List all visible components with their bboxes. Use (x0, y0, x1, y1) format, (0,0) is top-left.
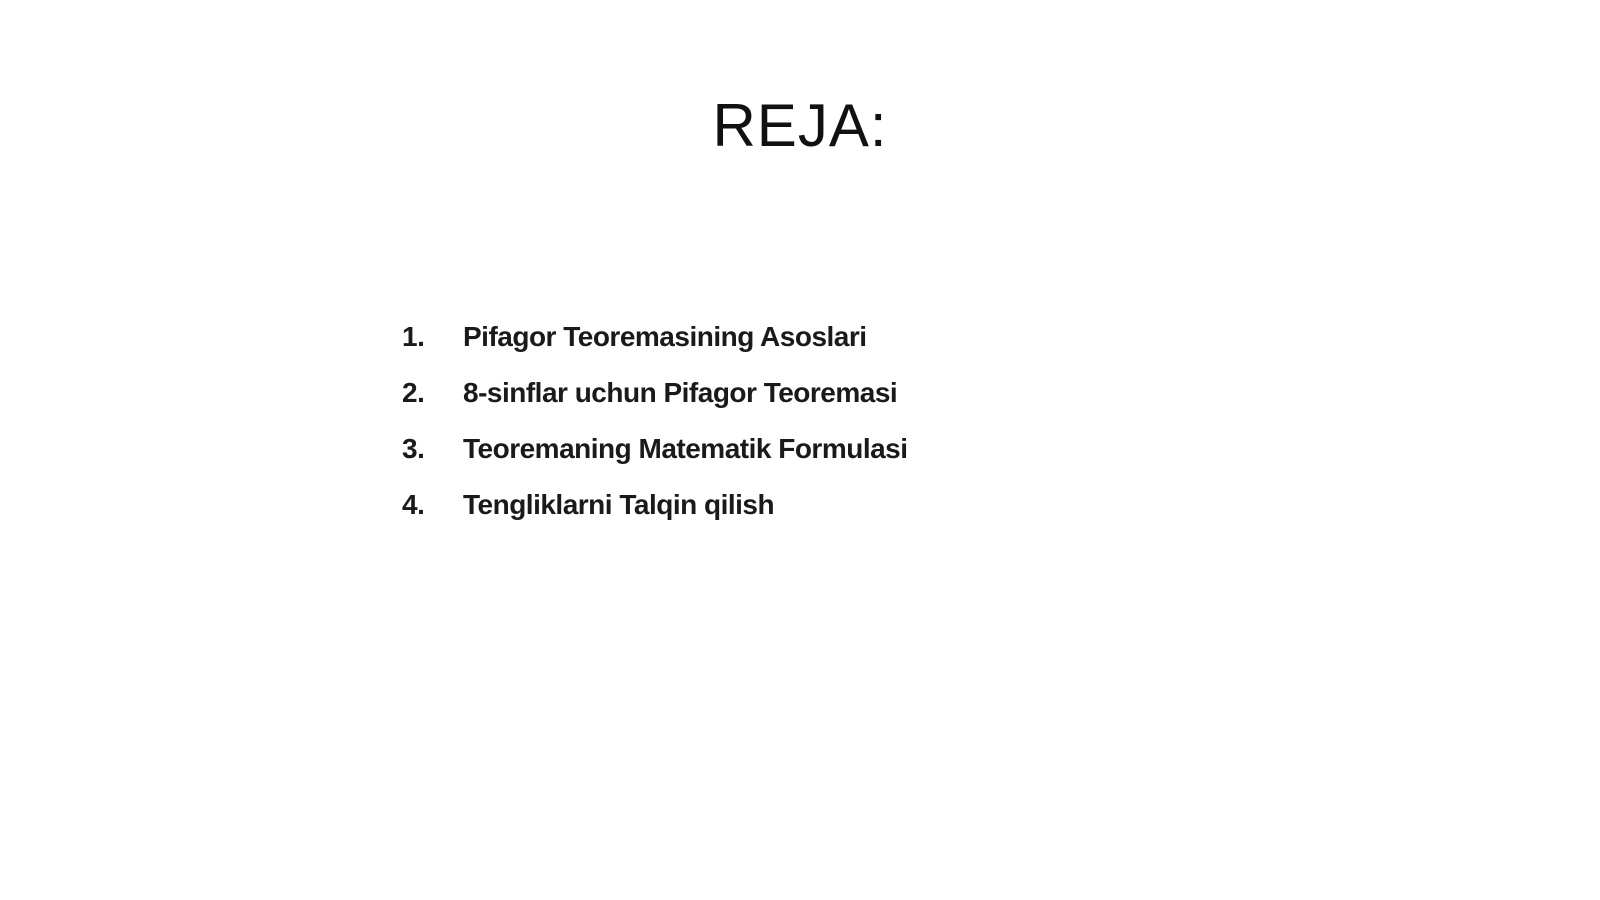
plan-item-number: 4. (402, 489, 425, 520)
plan-item-number: 3. (402, 433, 425, 464)
slide-title: REJA: (712, 92, 888, 159)
plan-item (402, 489, 908, 545)
plan-item-number: 2. (402, 377, 425, 408)
plan-list (402, 321, 908, 545)
plan-item (402, 433, 908, 489)
plan-item (402, 377, 908, 433)
plan-item-text: Pifagor Teoremasining Asoslari (463, 321, 867, 352)
plan-item (402, 321, 908, 377)
plan-item-text: Teoremaning Matematik Formulasi (463, 433, 908, 464)
plan-item-number: 1. (402, 321, 425, 352)
plan-item-text: 8-sinflar uchun Pifagor Teoremasi (463, 377, 898, 408)
plan-item-text: Tengliklarni Talqin qilish (463, 489, 775, 520)
